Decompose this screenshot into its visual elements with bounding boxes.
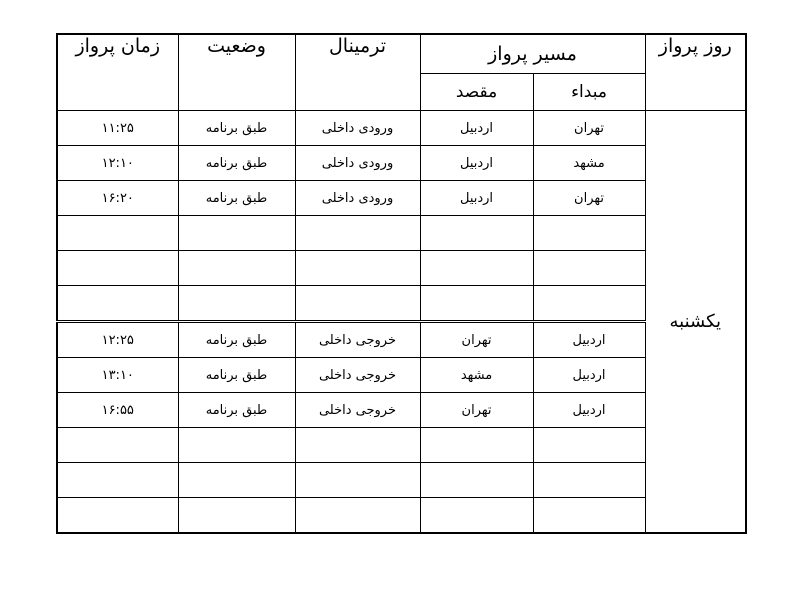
origin-cell	[533, 498, 645, 534]
terminal-cell	[295, 286, 420, 322]
origin-cell	[533, 463, 645, 498]
status-cell: طبق برنامه	[178, 181, 295, 216]
time-cell: ۱۶:۵۵	[57, 393, 178, 428]
status-cell	[178, 251, 295, 286]
origin-cell: مشهد	[533, 146, 645, 181]
terminal-cell: ورودی داخلی	[295, 181, 420, 216]
header-status: وضعیت	[178, 34, 295, 111]
table-row	[57, 181, 746, 216]
origin-cell: اردبیل	[533, 358, 645, 393]
table-row	[57, 251, 746, 286]
table-row	[57, 393, 746, 428]
header-route: مسیر پرواز	[420, 34, 645, 74]
header-time: زمان پرواز	[57, 34, 178, 111]
destination-cell	[420, 428, 533, 463]
table-row	[57, 428, 746, 463]
table-row	[57, 358, 746, 393]
time-cell	[57, 216, 178, 251]
terminal-cell: ورودی داخلی	[295, 111, 420, 146]
status-cell	[178, 286, 295, 322]
time-cell	[57, 428, 178, 463]
status-cell	[178, 463, 295, 498]
status-cell	[178, 216, 295, 251]
status-cell: طبق برنامه	[178, 111, 295, 146]
header-destination: مقصد	[420, 74, 533, 111]
status-cell: طبق برنامه	[178, 146, 295, 181]
status-cell	[178, 498, 295, 534]
header-day: روز پرواز	[645, 34, 746, 111]
destination-cell	[420, 463, 533, 498]
origin-cell	[533, 428, 645, 463]
origin-cell: اردبیل	[533, 322, 645, 358]
destination-cell	[420, 216, 533, 251]
flight-schedule-table	[56, 33, 747, 534]
origin-cell	[533, 216, 645, 251]
flight-rows	[57, 111, 746, 534]
destination-cell: مشهد	[420, 358, 533, 393]
header-terminal: ترمینال	[295, 34, 420, 111]
terminal-cell	[295, 216, 420, 251]
destination-cell: اردبیل	[420, 181, 533, 216]
origin-cell	[533, 251, 645, 286]
destination-cell: اردبیل	[420, 146, 533, 181]
terminal-cell	[295, 251, 420, 286]
table-row	[57, 286, 746, 322]
terminal-cell: ورودی داخلی	[295, 146, 420, 181]
time-cell: ۱۲:۲۵	[57, 322, 178, 358]
time-cell	[57, 498, 178, 534]
time-cell: ۱۳:۱۰	[57, 358, 178, 393]
origin-cell: تهران	[533, 181, 645, 216]
table-row	[57, 322, 746, 358]
status-cell: طبق برنامه	[178, 393, 295, 428]
destination-cell: تهران	[420, 393, 533, 428]
origin-cell	[533, 286, 645, 322]
table-row	[57, 216, 746, 251]
destination-cell	[420, 251, 533, 286]
origin-cell: اردبیل	[533, 393, 645, 428]
time-cell	[57, 463, 178, 498]
terminal-cell: خروجی داخلی	[295, 358, 420, 393]
terminal-cell	[295, 428, 420, 463]
terminal-cell	[295, 498, 420, 534]
time-cell	[57, 286, 178, 322]
table-row	[57, 146, 746, 181]
origin-cell: تهران	[533, 111, 645, 146]
terminal-cell: خروجی داخلی	[295, 322, 420, 358]
day-cell: یکشنبه	[645, 111, 746, 534]
status-cell: طبق برنامه	[178, 322, 295, 358]
terminal-cell: خروجی داخلی	[295, 393, 420, 428]
table-row	[57, 498, 746, 534]
table-row	[57, 463, 746, 498]
status-cell: طبق برنامه	[178, 358, 295, 393]
destination-cell	[420, 286, 533, 322]
destination-cell: اردبیل	[420, 111, 533, 146]
time-cell: ۱۶:۲۰	[57, 181, 178, 216]
header-origin: مبداء	[533, 74, 645, 111]
status-cell	[178, 428, 295, 463]
table-row	[57, 111, 746, 146]
destination-cell	[420, 498, 533, 534]
destination-cell: تهران	[420, 322, 533, 358]
terminal-cell	[295, 463, 420, 498]
time-cell	[57, 251, 178, 286]
time-cell: ۱۲:۱۰	[57, 146, 178, 181]
time-cell: ۱۱:۲۵	[57, 111, 178, 146]
